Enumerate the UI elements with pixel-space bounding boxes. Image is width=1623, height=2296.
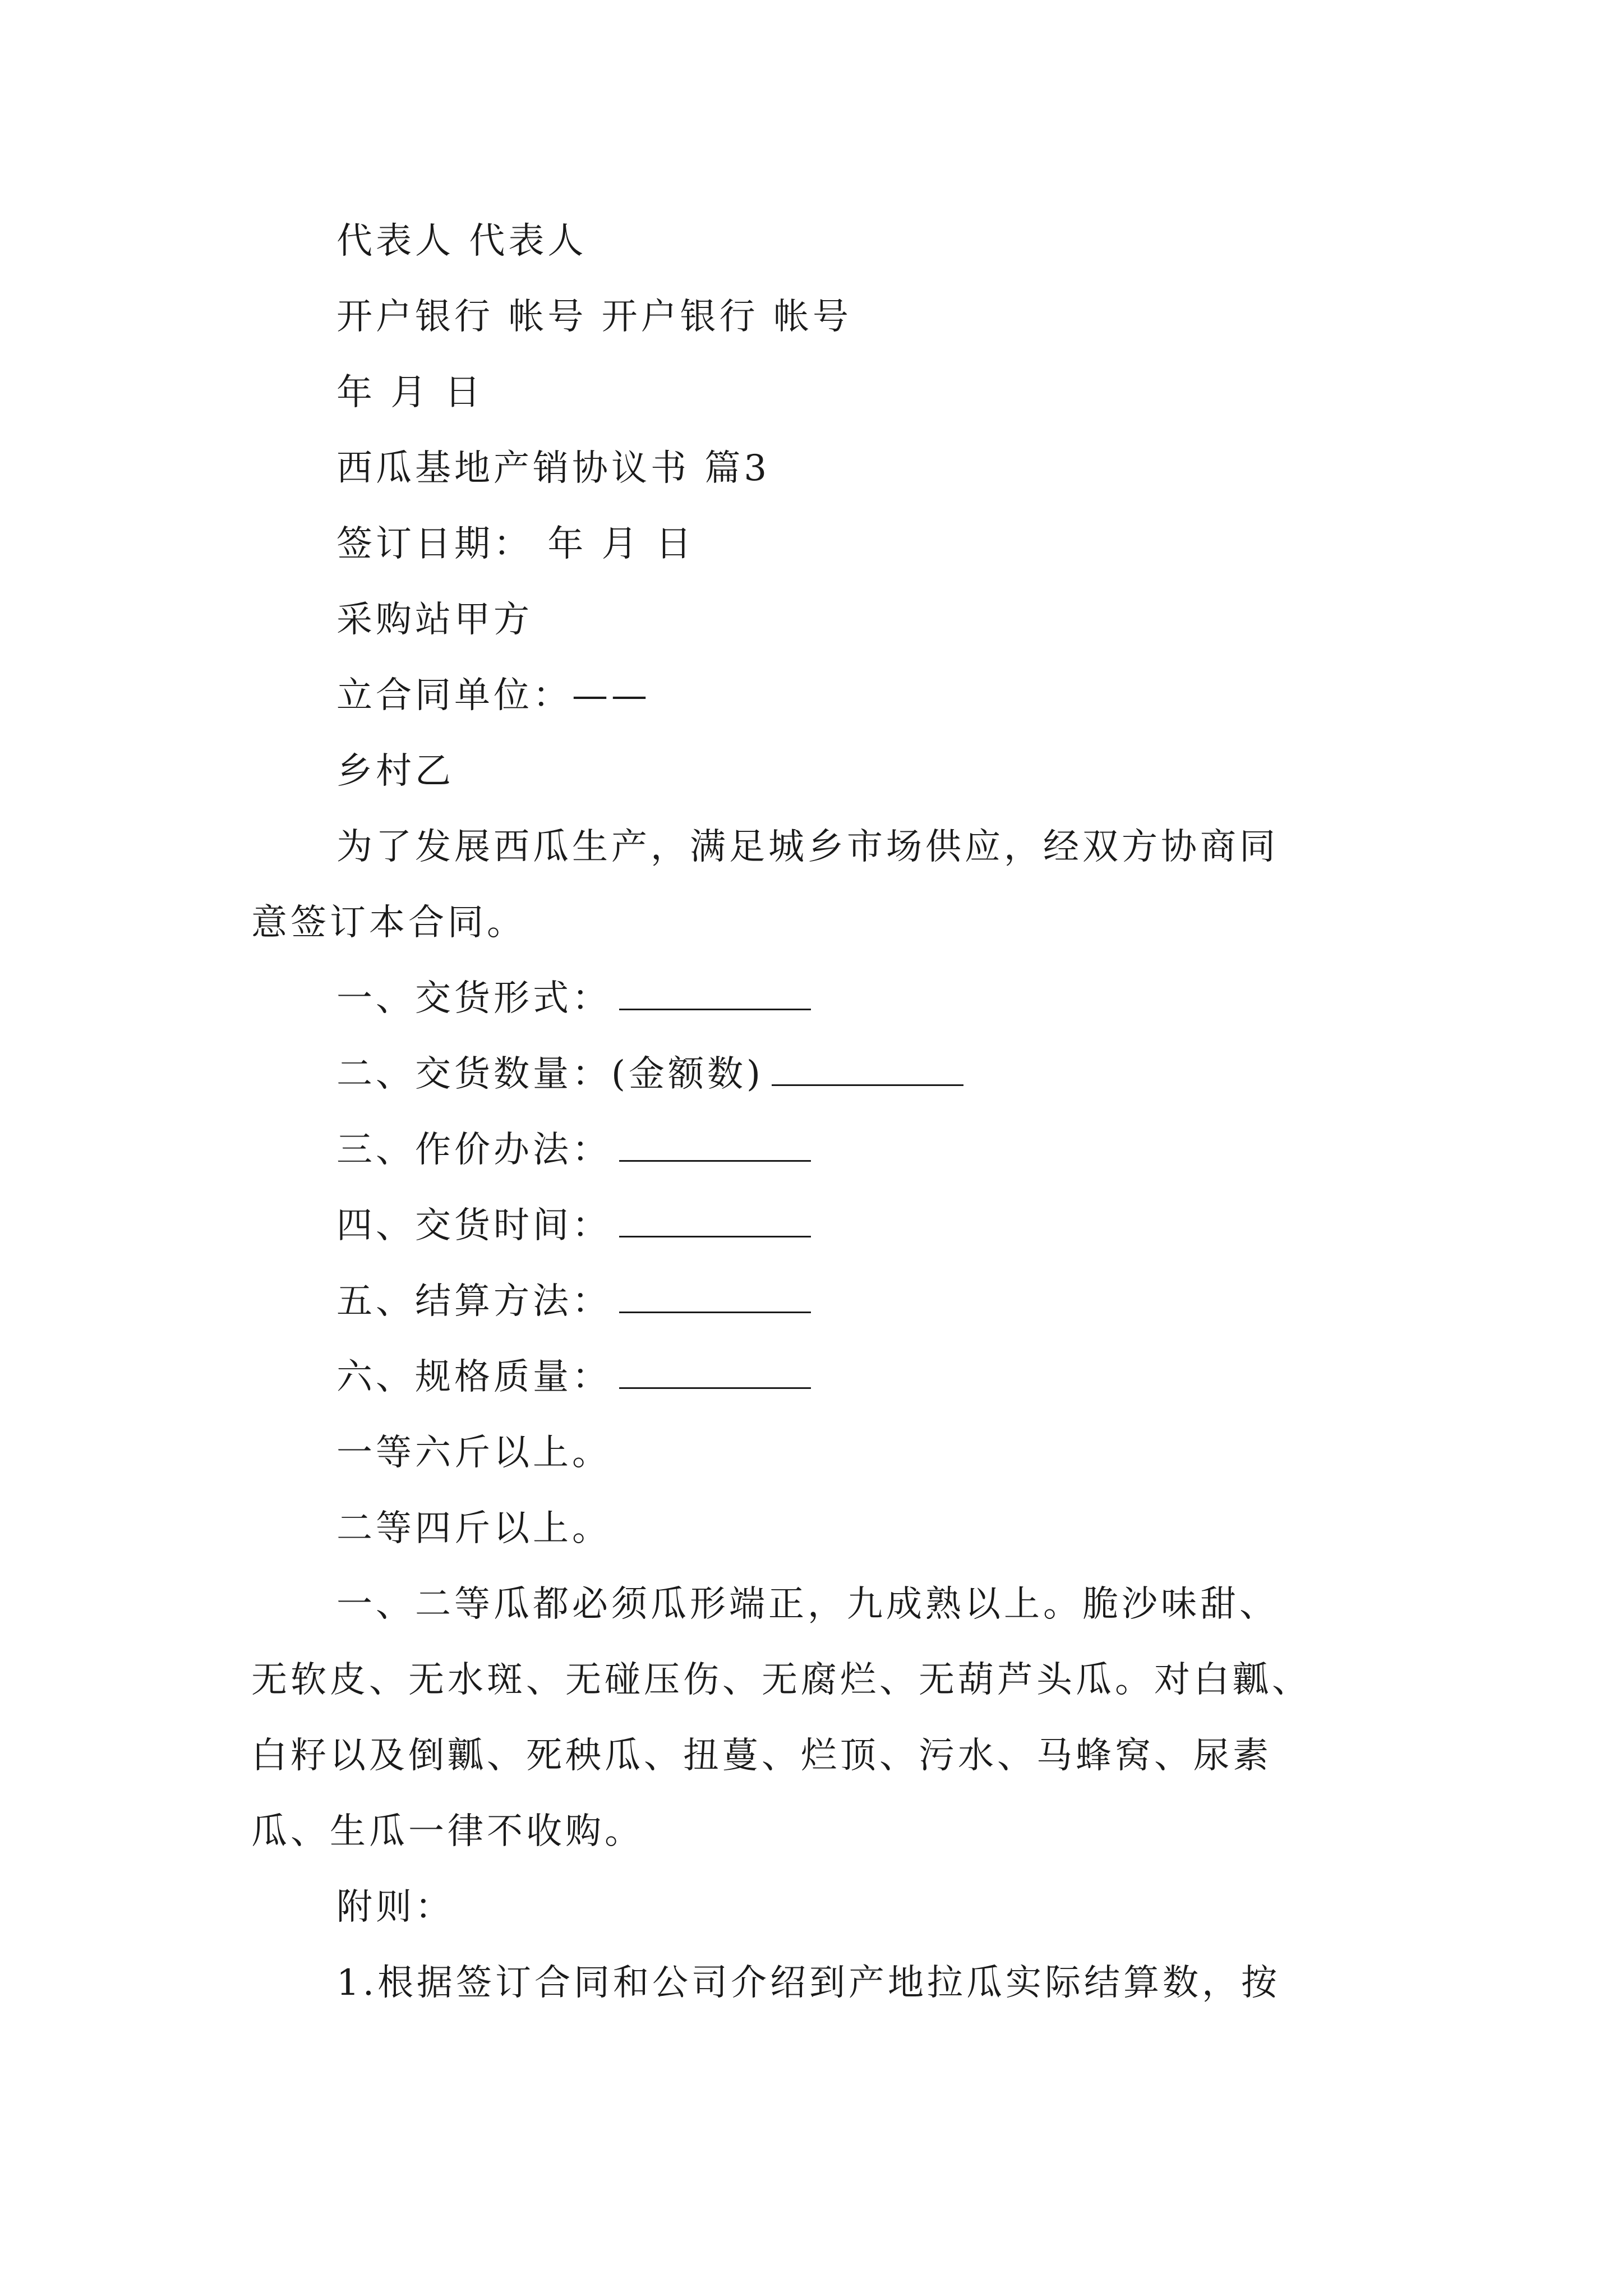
grade-two-line: 二等四斤以上。 [336,1508,611,1549]
party-a-line: 采购站甲方 [336,599,533,641]
appendix-heading: 附则： [336,1887,454,1928]
clause-delivery-form [336,976,811,1021]
intro-paragraph-line-1: 为了发展西瓜生产，满足城乡市场供应，经双方协商同 [336,826,1279,868]
clause-delivery-quantity [336,1052,963,1097]
clause-label: 三、作价办法： [336,1129,611,1171]
clause-label: 二、交货数量：(金额数) [336,1053,764,1095]
clause-label: 四、交货时间： [336,1205,611,1246]
quality-paragraph-line-3: 白籽以及倒瓤、死秧瓜、扭蔓、烂顶、污水、马蜂窝、尿素 [251,1735,1272,1777]
clause-settlement-method [336,1279,811,1324]
grade-one-line: 一等六斤以上。 [336,1432,611,1474]
fill-blank [619,1129,811,1162]
quality-paragraph-line-1: 一、二等瓜都必须瓜形端正，九成熟以上。脆沙味甜、 [336,1584,1279,1625]
clause-label: 一、交货形式： [336,978,611,1019]
date-line: 年 月 日 [336,372,484,413]
section-heading: 西瓜基地产销协议书 篇3 [336,448,771,489]
fill-blank [619,977,811,1010]
clause-label: 六、规格质量： [336,1356,611,1398]
fill-blank [619,1280,811,1313]
clause-specification-quality [336,1355,811,1400]
representative-line: 代表人 代表人 [336,220,587,262]
clause-pricing-method [336,1128,811,1172]
signing-date-line: 签订日期： 年 月 日 [336,523,695,565]
quality-paragraph-line-4: 瓜、生瓜一律不收购。 [251,1811,644,1852]
fill-blank [619,1204,811,1237]
fill-blank [772,1053,963,1086]
intro-paragraph-line-2: 意签订本合同。 [251,902,526,944]
bank-account-line: 开户银行 帐号 开户银行 帐号 [336,296,852,338]
party-b-line: 乡村乙 [336,751,454,792]
clause-label: 五、结算方法： [336,1281,611,1322]
clause-delivery-time [336,1203,811,1248]
appendix-rule-1: 1.根据签订合同和公司介绍到产地拉瓜实际结算数，按 [336,1962,1281,2004]
quality-paragraph-line-2: 无软皮、无水斑、无碰压伤、无腐烂、无葫芦头瓜。对白瓤、 [251,1659,1311,1701]
contract-unit-line: 立合同单位：—— [336,675,651,716]
fill-blank [619,1356,811,1389]
